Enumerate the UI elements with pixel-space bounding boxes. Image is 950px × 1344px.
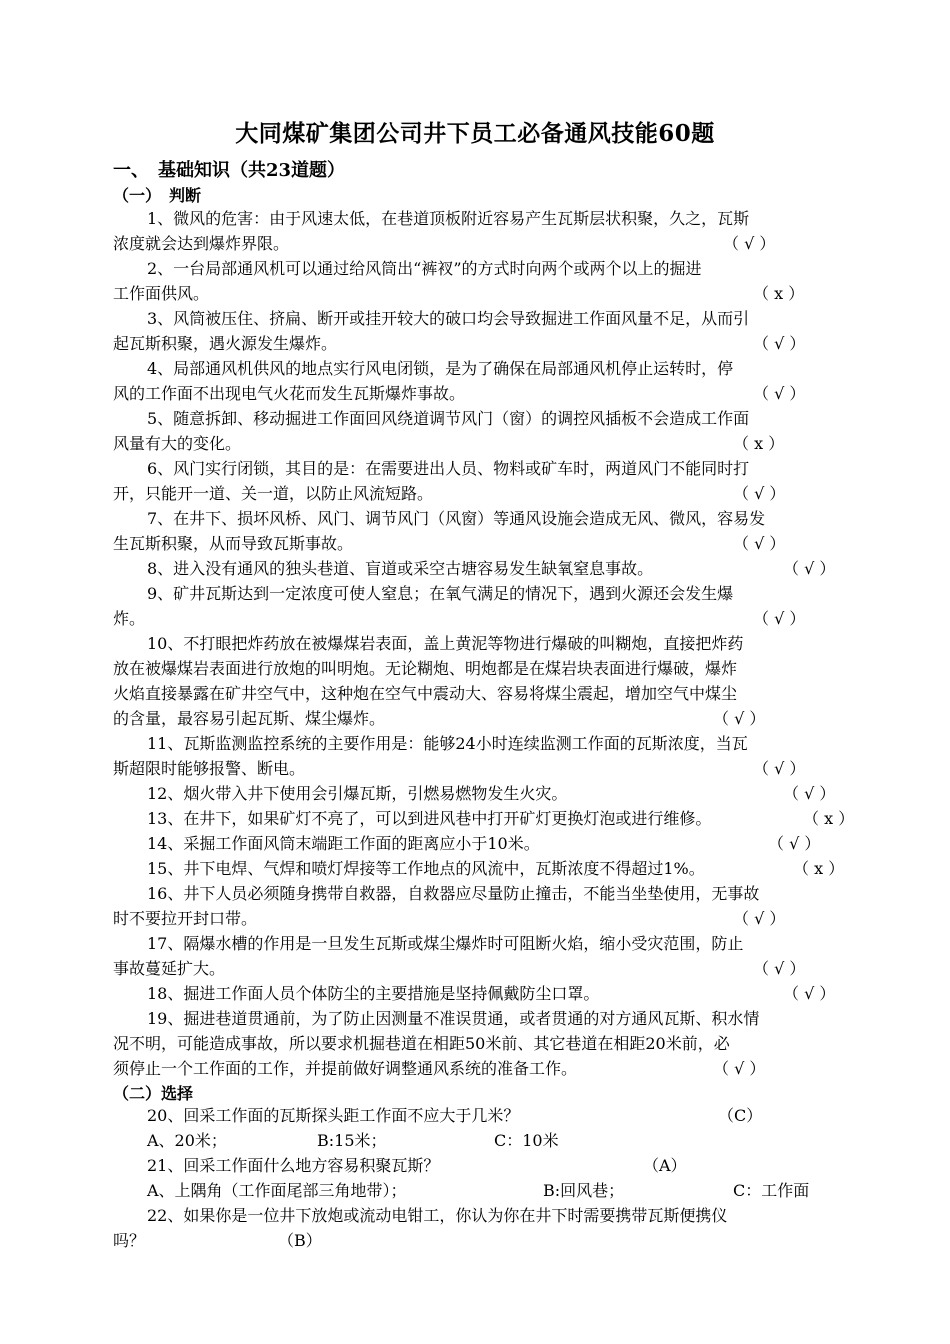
option-c: C：工作面 xyxy=(733,1181,810,1200)
judgment-question xyxy=(113,731,843,781)
question-text-cont: 况不明，可能造成事故，所以要求机掘巷道在相距50米前、其它巷道在相距20米前，必 xyxy=(113,1034,730,1053)
answer-mark: （ √ ） xyxy=(768,834,821,853)
question-text: 5、随意拆卸、移动掘进工作面回风绕道调节风门（窗）的调控风插板不会造成工作面 xyxy=(147,409,750,428)
judgment-question xyxy=(113,631,843,731)
question-text: 7、在井下、损坏风桥、风门、调节风门（风窗）等通风设施会造成无风、微风，容易发 xyxy=(147,509,766,528)
option-a: A、20米； xyxy=(147,1131,227,1150)
question-text: 13、在井下，如果矿灯不亮了，可以到进风巷中打开矿灯更换灯泡或进行维修。 xyxy=(147,809,712,828)
question-text: 6、风门实行闭锁，其目的是：在需要进出人员、物料或矿车时，两道风门不能同时打 xyxy=(147,459,750,478)
question-text: 21、回采工作面什么地方容易积聚瓦斯？ xyxy=(147,1156,440,1175)
judgment-question xyxy=(113,806,855,831)
answer-mark: （B） xyxy=(278,1231,322,1250)
question-text: 22、如果你是一位井下放炮或流动电钳工，你认为你在井下时需要携带瓦斯便携仪 xyxy=(147,1206,728,1225)
judgment-question xyxy=(113,856,843,881)
choice-question xyxy=(113,1103,843,1153)
question-text-cont: 炸。 xyxy=(113,609,146,628)
judgment-question xyxy=(113,306,843,356)
judgment-question xyxy=(113,206,843,256)
question-text: 8、进入没有通风的独头巷道、盲道或采空古塘容易发生缺氧窒息事故。 xyxy=(147,559,654,578)
question-text-cont: 风量有大的变化。 xyxy=(113,434,242,453)
question-text-cont: 起瓦斯积聚，遇火源发生爆炸。 xyxy=(113,334,338,353)
question-text-cont: 火焰直接暴露在矿井空气中，这种炮在空气中震动大、容易将煤尘震起，增加空气中煤尘 xyxy=(113,684,738,703)
judgment-question xyxy=(113,356,843,406)
judgment-question xyxy=(113,981,843,1006)
answer-mark: （ √ ） xyxy=(733,909,786,928)
choice-question xyxy=(113,1153,843,1203)
question-text: 17、隔爆水槽的作用是一旦发生瓦斯或煤尘爆炸时可阻断火焰，缩小受灾范围，防止 xyxy=(147,934,744,953)
question-text-cont: 斯超限时能够报警、断电。 xyxy=(113,759,306,778)
judgment-question xyxy=(113,581,843,631)
question-text: 1、微风的危害：由于风速太低，在巷道顶板附近容易产生瓦斯层状积聚，久之，瓦斯 xyxy=(147,209,750,228)
question-text: 15、井下电焊、气焊和喷灯焊接等工作地点的风流中，瓦斯浓度不得超过1%。 xyxy=(147,859,705,878)
question-text: 4、局部通风机供风的地点实行风电闭锁，是为了确保在局部通风机停止运转时，停 xyxy=(147,359,734,378)
section-heading-basics: 一、 基础知识（共23道题） xyxy=(113,160,346,181)
answer-mark: （ x ） xyxy=(803,809,855,828)
judgment-question xyxy=(113,256,843,306)
answer-mark: （ √ ） xyxy=(753,384,806,403)
question-text: 10、不打眼把炸药放在被爆煤岩表面，盖上黄泥等物进行爆破的叫糊炮，直接把炸药 xyxy=(147,634,744,653)
answer-mark: （ x ） xyxy=(733,434,785,453)
question-text-cont: 时不要拉开封口带。 xyxy=(113,909,258,928)
question-text-cont: 生瓦斯积聚，从而导致瓦斯事故。 xyxy=(113,534,354,553)
question-text: 20、回采工作面的瓦斯探头距工作面不应大于几米？ xyxy=(147,1106,520,1125)
choice-question xyxy=(113,1203,843,1253)
judgment-question xyxy=(113,556,843,581)
question-text-cont: 吗？ xyxy=(113,1231,146,1250)
question-text-cont: 的含量，最容易引起瓦斯、煤尘爆炸。 xyxy=(113,709,386,728)
judgment-question xyxy=(113,506,843,556)
question-text: 14、采掘工作面风筒末端距工作面的距离应小于10米。 xyxy=(147,834,540,853)
question-text: 12、烟火带入井下使用会引爆瓦斯，引燃易燃物发生火灾。 xyxy=(147,784,568,803)
subheading-judgment: （一） 判断 xyxy=(113,186,202,205)
answer-mark: （ √ ） xyxy=(753,759,806,778)
question-text: 3、风筒被压住、挤扁、断开或挂开较大的破口均会导致掘进工作面风量不足，从而引 xyxy=(147,309,750,328)
answer-mark: （ √ ） xyxy=(783,784,836,803)
answer-mark: （ x ） xyxy=(793,859,845,878)
answer-mark: （ √ ） xyxy=(733,484,786,503)
judgment-question xyxy=(113,1006,843,1081)
judgment-question xyxy=(113,831,843,856)
question-text-cont: 事故蔓延扩大。 xyxy=(113,959,226,978)
question-text-cont: 放在被爆煤岩表面进行放炮的叫明炮。无论糊炮、明炮都是在煤岩块表面进行爆破，爆炸 xyxy=(113,659,738,678)
option-a: A、上隅角（工作面尾部三角地带）； xyxy=(147,1181,407,1200)
judgment-question xyxy=(113,406,843,456)
answer-mark: （ √ ） xyxy=(783,559,836,578)
question-text-cont: 须停止一个工作面的工作，并提前做好调整通风系统的准备工作。 xyxy=(113,1059,578,1078)
answer-mark: （ √ ） xyxy=(753,609,806,628)
question-text: 18、掘进工作面人员个体防尘的主要措施是坚持佩戴防尘口罩。 xyxy=(147,984,600,1003)
option-b: B:15米； xyxy=(317,1131,387,1150)
judgment-question xyxy=(113,781,843,806)
option-b: B:回风巷； xyxy=(543,1181,625,1200)
answer-mark: （A） xyxy=(643,1156,687,1175)
question-text: 11、瓦斯监测监控系统的主要作用是：能够24小时连续监测工作面的瓦斯浓度，当瓦 xyxy=(147,734,748,753)
question-text-cont: 工作面供风。 xyxy=(113,284,210,303)
judgment-question xyxy=(113,881,843,931)
answer-mark: （ √ ） xyxy=(783,984,836,1003)
answer-mark: （C） xyxy=(718,1106,763,1125)
question-text-cont: 浓度就会达到爆炸界限。 xyxy=(113,234,290,253)
option-c: C：10米 xyxy=(494,1131,559,1150)
document-title: 大同煤矿集团公司井下员工必备通风技能60题 xyxy=(235,120,715,147)
answer-mark: （ √ ） xyxy=(713,1059,766,1078)
answer-mark: （ √ ） xyxy=(713,709,766,728)
judgment-question xyxy=(113,456,843,506)
question-text: 16、井下人员必须随身携带自救器，自救器应尽量防止撞击，不能当坐垫使用，无事故 xyxy=(147,884,760,903)
subheading-choice: （二）选择 xyxy=(113,1084,194,1103)
question-text: 19、掘进巷道贯通前，为了防止因测量不准误贯通，或者贯通的对方通风瓦斯、积水情 xyxy=(147,1009,760,1028)
answer-mark: （ √ ） xyxy=(733,534,786,553)
question-text: 2、一台局部通风机可以通过给风筒出“裤衩”的方式时向两个或两个以上的掘进 xyxy=(147,259,702,278)
answer-mark: （ x ） xyxy=(753,284,805,303)
question-text: 9、矿井瓦斯达到一定浓度可使人窒息；在氧气满足的情况下，遇到火源还会发生爆 xyxy=(147,584,734,603)
answer-mark: （ √ ） xyxy=(753,959,806,978)
question-text-cont: 开，只能开一道、关一道，以防止风流短路。 xyxy=(113,484,434,503)
judgment-question xyxy=(113,931,843,981)
answer-mark: （ √ ） xyxy=(723,234,776,253)
answer-mark: （ √ ） xyxy=(753,334,806,353)
question-text-cont: 风的工作面不出现电气火花而发生瓦斯爆炸事故。 xyxy=(113,384,466,403)
